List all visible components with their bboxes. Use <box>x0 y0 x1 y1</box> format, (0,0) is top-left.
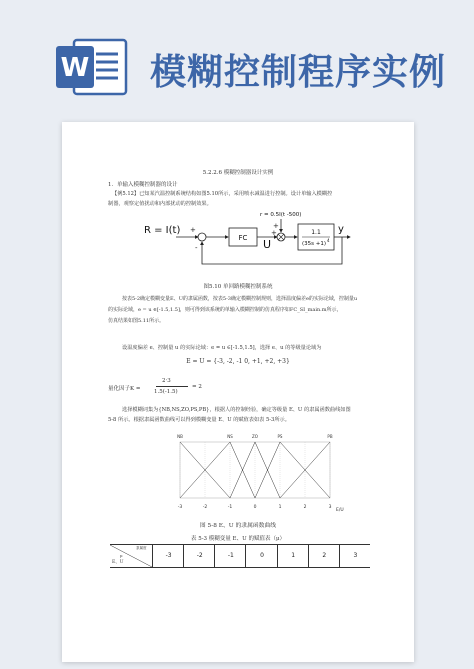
subsection-title: 1．单输入模糊控制器的设计 <box>108 182 178 188</box>
word-icon-letter: W <box>60 53 90 83</box>
quant-denominator: 1.5(-1.5) <box>154 389 178 395</box>
table-corner-mu-label: μ <box>120 553 123 558</box>
paragraph-2: 设温度偏差 e、控制量 u 的实际论域：e = u ∈[-1.5,1.5]，选择 e、u 的等级量论域为 <box>122 345 322 351</box>
paragraph-1-line-1: 按表5-2确定模糊变量E、U的隶属函数，按表5-3确定模糊控制规则，选择温度偏差e的实际论域，控制量u <box>122 296 358 302</box>
sum1-minus: - <box>195 244 198 252</box>
membership-function-chart <box>166 424 346 516</box>
table-cell: 2 <box>308 545 340 567</box>
plant-denominator: (35s +1) <box>301 241 327 247</box>
mf-top-label-NB: NB <box>177 434 183 439</box>
example-line-1: 【例5.12】已知某汽温控制系统结构如图5.10所示，采用喷水减温进行控制。设计单输入模糊控 <box>112 191 333 197</box>
paragraph-3-line-2: 5-8 所示。根据隶属函数曲线可以得到模糊变量 E、U 的赋值表如表 5-3所示。 <box>108 417 290 423</box>
sum2-plus-top: + <box>273 222 279 230</box>
mf-tick-label: -2 <box>202 505 208 510</box>
mf-tick-label: 3 <box>328 505 332 510</box>
quant-numerator: 2·3 <box>162 378 171 384</box>
paragraph-1-line-2: 的实际论域，e = u ∈[-1.5,1.5]，则可得到该系统的单输入模糊控制的仿真程序如FC_SI_main.m所示， <box>108 307 342 313</box>
figure-caption-5-8: 图 5-8 E、U 的隶属函数曲线 <box>199 523 277 529</box>
input-label: R = I(t) <box>144 225 181 236</box>
mf-tick-label: 2 <box>303 505 307 510</box>
table-cell: 0 <box>245 545 277 567</box>
summing-junction-1 <box>198 233 206 241</box>
table-cell: -2 <box>183 545 215 567</box>
mf-tick-label: -3 <box>177 505 183 510</box>
quant-prefix: 量化因子K = <box>108 386 141 392</box>
paragraph-1-line-3: 仿真结果如图5.11所示。 <box>108 318 165 324</box>
mf-top-label-NS: NS <box>227 434 233 439</box>
mf-top-label-PB: PB <box>327 434 333 439</box>
figure-caption-5-10: 图5.10 单回路模糊控制系统 <box>203 284 273 290</box>
mf-tick-label: 1 <box>278 505 282 510</box>
quant-result: = 2 <box>192 384 202 390</box>
word-document-icon <box>52 36 132 98</box>
document-page <box>62 122 414 662</box>
mf-axis-title: E/U <box>336 508 344 513</box>
plant-denominator-exponent: 4 <box>327 238 330 243</box>
table-caption: 表 5-3 模糊变量 E、U 的赋值表（μ） <box>190 536 286 542</box>
disturbance-label: r = 0.5I(t -500) <box>260 212 302 218</box>
universe-set-equation: E = U = {-3, -2, -1 0, +1, +2, +3} <box>186 358 290 365</box>
table-cell: -1 <box>214 545 246 567</box>
sum2-plus-left: + <box>271 229 277 237</box>
block-diagram <box>142 210 352 280</box>
mf-top-label-ZO: ZO <box>252 434 258 439</box>
fc-label: FC <box>238 234 248 242</box>
table-cell: 1 <box>277 545 309 567</box>
plant-numerator: 1.1 <box>311 229 321 236</box>
table-corner-top-label: 隶属度 <box>136 546 147 550</box>
mf-tick-label: -1 <box>227 505 233 510</box>
quant-fraction-bar <box>156 386 188 387</box>
mf-top-label-PS: PS <box>277 434 283 439</box>
output-label: y <box>338 224 344 235</box>
mf-tick-label: 0 <box>253 505 257 510</box>
banner <box>0 0 474 108</box>
assignment-table <box>110 544 370 568</box>
paragraph-3-line-1: 选择模糊词集为{NB,NS,ZO,PS,PB}，根据人的控制经验，确定等级量 E、U 的隶属函数曲线如图 <box>122 407 351 413</box>
example-line-2: 制器，观察定值扰动和内部扰动的控制效果。 <box>108 201 212 207</box>
table-cell: 3 <box>339 545 371 567</box>
table-cell: -3 <box>152 545 184 567</box>
section-title: 5.2.2.6 模糊控制器设计实例 <box>202 170 274 176</box>
sum1-plus: + <box>190 226 196 234</box>
banner-title: 模糊控制程序实例 <box>150 52 447 93</box>
table-corner-eu-label: E、U <box>112 560 124 565</box>
table-corner-cell <box>110 545 152 567</box>
control-signal-label: U <box>263 238 272 251</box>
